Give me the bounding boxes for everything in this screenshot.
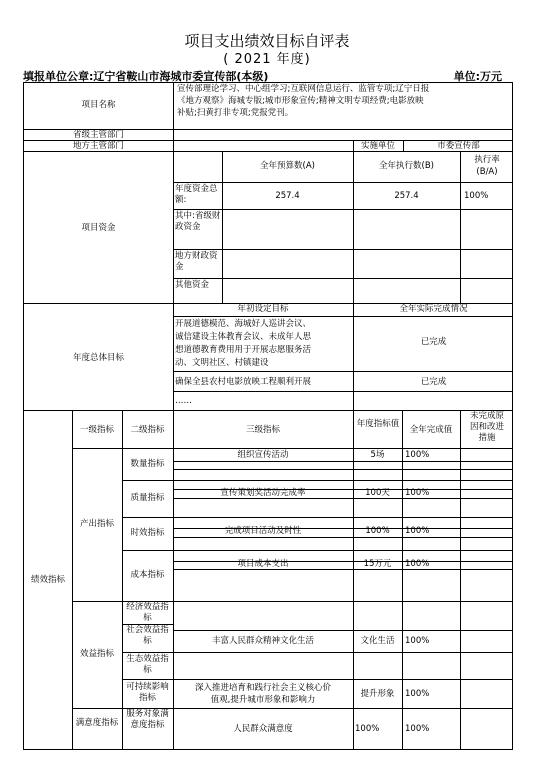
service-satisfaction-label: 服务对象满意度指标 — [126, 709, 169, 730]
indicator-row-1-target: 5场 — [370, 450, 385, 460]
col-budget: 全年预算数(A) — [260, 161, 315, 171]
goal1-line4: 动、文明社区、村镇建设 — [175, 358, 269, 368]
goal1-line2: 诚信建设主体教育会议、未成年人思 — [175, 332, 312, 342]
indicator-row-3: 完成项目活动及时性 — [224, 526, 302, 536]
col-rate-line1: 执行率 — [474, 155, 500, 165]
total-executed: 257.4 — [394, 191, 419, 201]
ecological-indicators-label: 生态效益指标 — [126, 654, 169, 675]
other-funds-label: 其他资金 — [175, 280, 210, 290]
self-evaluation-table — [23, 82, 513, 750]
total-funds-label: 年度资金总额: — [175, 184, 218, 205]
col-done: 全年完成值 — [409, 425, 453, 435]
indicator-row-6-target: 提升形象 — [360, 689, 395, 699]
social-indicators-label: 社会效益指标 — [126, 625, 169, 646]
indicator-row-1: 组织宣传活动 — [237, 450, 289, 460]
economic-indicators-label: 经济效益指标 — [126, 602, 169, 623]
indicators-label: 绩效指标 — [30, 575, 65, 585]
col-level1: 一级指标 — [79, 425, 114, 435]
indicator-row-3-target: 100% — [365, 526, 390, 536]
total-rate: 100% — [464, 191, 489, 201]
goal1-status: 已完成 — [420, 337, 447, 347]
filling-unit: 填报单位公章:辽宁省鞍山市海城市委宣传部(本级) — [23, 70, 269, 83]
local-dept-label: 地方主管部门 — [72, 141, 124, 151]
goal2-status: 已完成 — [420, 377, 447, 387]
funds-label: 项目资金 — [81, 223, 116, 233]
col-reason-line2: 因和改进 — [469, 422, 504, 432]
goal1-line3: 想道德教育费用用于开展志愿服务活 — [175, 345, 312, 355]
project-name-line1: 宣传部理论学习、中心组学习;互联网信息运行、监管专项;辽宁日报 — [177, 84, 430, 94]
col-reason-line3: 措施 — [478, 433, 496, 443]
sustainable-indicators-label: 可持续影响指标 — [126, 682, 169, 703]
indicator-row-2: 宣传策划奖活动完成率 — [220, 488, 306, 498]
project-name-label: 项目名称 — [81, 100, 116, 110]
indicator-row-4-target: 15万元 — [363, 559, 392, 569]
goal-ellipsis: …… — [175, 396, 192, 406]
col-target: 年度指标值 — [356, 419, 400, 429]
indicator-row-7-done: 100% — [405, 724, 430, 734]
indicator-row-5: 丰富人民群众精神文化生活 — [211, 636, 314, 646]
satisfaction-indicators-label: 满意度指标 — [75, 718, 119, 728]
indicator-row-7: 人民群众满意度 — [233, 724, 293, 734]
report-year: ( 2021 年度) — [223, 52, 311, 67]
col-actual-status: 全年实际完成情况 — [399, 304, 468, 314]
provincial-dept-label: 省级主管部门 — [72, 130, 124, 140]
total-budget: 257.4 — [275, 191, 300, 201]
benefit-indicators-label: 效益指标 — [79, 649, 114, 659]
indicator-row-6-done: 100% — [405, 689, 430, 699]
indicator-row-3-done: 100% — [405, 526, 430, 536]
goal1-line1: 开展道德模范、海城好人巡讲会议、 — [175, 319, 312, 329]
col-level3: 三级指标 — [245, 425, 280, 435]
quality-indicators-label: 质量指标 — [130, 493, 165, 503]
timeliness-indicators-label: 时效指标 — [130, 528, 165, 538]
indicator-row-2-done: 100% — [405, 488, 430, 498]
indicator-row-6-line1: 深入推进培育和践行社会主义核心价 — [194, 683, 331, 693]
col-rate-line2: (B/A) — [476, 167, 498, 177]
indicator-row-5-target: 文化生活 — [360, 636, 395, 646]
goal2-text: 确保全县农村电影放映工程顺利开展 — [175, 377, 312, 387]
local-funds-label: 地方财政资金 — [175, 251, 218, 272]
project-name-line3: 补贴;扫黄打非专项;党报党刊。 — [177, 108, 294, 118]
indicator-row-7-target: 100% — [355, 724, 380, 734]
currency-unit: 单位:万元 — [453, 70, 502, 83]
col-reason-line1: 未完成原 — [469, 411, 504, 421]
cost-indicators-label: 成本指标 — [130, 570, 165, 580]
indicator-row-5-done: 100% — [405, 636, 430, 646]
col-executed: 全年执行数(B) — [379, 161, 434, 171]
project-name-line2: 《地方观察》海城专版;城市形象宣传;精神文明专项经费;电影放映 — [177, 96, 424, 106]
indicator-row-1-done: 100% — [405, 450, 430, 460]
page-title: 项目支出绩效目标自评表 — [184, 32, 350, 50]
output-indicators-label: 产出指标 — [79, 519, 114, 529]
col-initial-goal: 年初设定目标 — [237, 304, 289, 314]
annual-goal-label: 年度总体目标 — [72, 353, 124, 363]
implementing-unit-label: 实施单位 — [360, 141, 395, 151]
implementing-unit-value: 市委宣传部 — [437, 141, 480, 151]
indicator-row-4-done: 100% — [405, 559, 430, 569]
provincial-funds-label: 其中:省级财政资金 — [175, 211, 221, 232]
indicator-row-6-line2: 值观,提升城市形象和影响力 — [210, 695, 316, 705]
quantity-indicators-label: 数量指标 — [130, 459, 165, 469]
indicator-row-4: 项目成本支出 — [237, 559, 289, 569]
col-level2: 二级指标 — [130, 425, 165, 435]
indicator-row-2-target: 100天 — [365, 488, 390, 498]
